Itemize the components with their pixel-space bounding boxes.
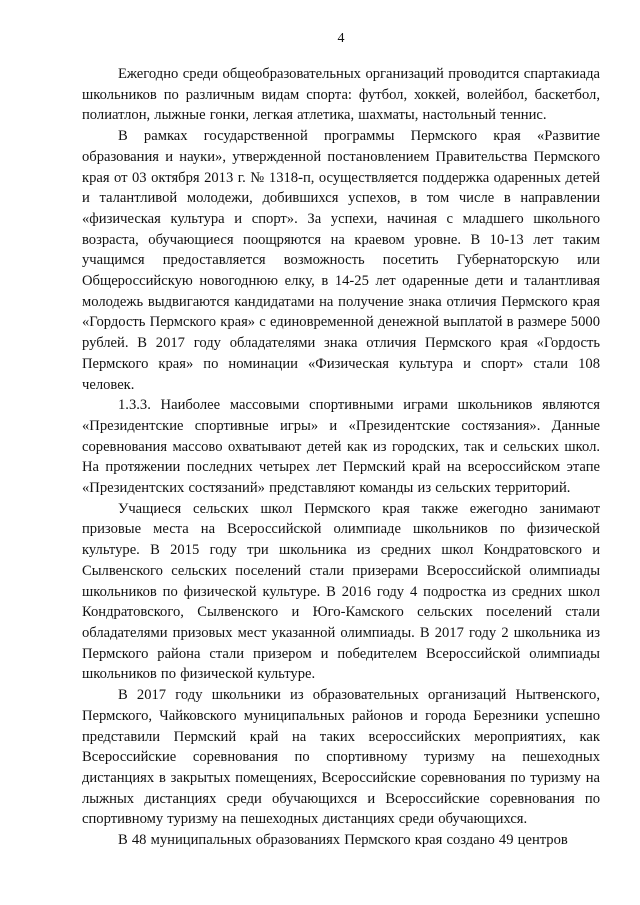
paragraph-state-program: В рамках государственной программы Пермского края «Развитие образования и науки», утвержденной постановлением Правительства Пермского края от 03 октября 2013 г. № 1318-п, осуществляется поддержка одаренных детей и талантливой молодежи, добившихся успехов, в том числе в направлении «физическая культура и спорт». За успехи, начиная с младшего школьного возраста, обучающиеся поощряются на краевом уровне. В 10-13 лет таким учащимся предоставляется возможность посетить Губернаторскую или Общероссийскую новогоднюю елку, в 14-25 лет одаренные дети и талантливая молодежь выдвигаются кандидатами на получение знака отличия Пермского края «Гордость Пермского края» с единовременной денежной выплатой в размере 5000 рублей. В 2017 году обладателями знака отличия Пермского края «Гордость Пермского края» по номинации «Физическая культура и спорт» стали 108 человек. (82, 128, 600, 393)
paragraph-tourism: В 2017 году школьники из образовательных организаций Нытвенского, Пермского, Чайковского муниципальных районов и города Березники успешно представили Пермский край на таких всероссийских мероприятиях, как Всероссийские соревнования по спортивному туризму на пешеходных дистанциях в закрытых помещениях, Всероссийские соревнования по туризму на лыжных дистанциях среди обучающихся и Всероссийские соревнования по спортивному туризму на пешеходных дистанциях среди обучающихся. (82, 687, 600, 828)
paragraph-centers: В 48 муниципальных образованиях Пермского края создано 49 центров (118, 832, 568, 849)
page-number: 4 (337, 31, 345, 46)
paragraph-olympiad: Учащиеся сельских школ Пермского края также ежегодно занимают призовые места на Всероссийской олимпиаде школьников по физической культуре. В 2015 году три школьника из средних школ Кондратовского и Сылвенского сельских поселений стали призерами Всероссийской олимпиады школьников по физической культуре. В 2016 году 4 подростка из средних школ Кондратовского, Сылвенского и Юго-Камского сельских поселений стали обладателями призовых мест указанной олимпиады. В 2017 году 2 школьника из Пермского района стали призером и победителем Всероссийской олимпиады школьников по физической культуре. (82, 500, 600, 683)
paragraph-presidential-games: 1.3.3. Наиболее массовыми спортивными играми школьников являются «Президентские спортивные игры» и «Президентские состязания». Данные соревнования массово охватывают детей как из городских, так и сельских школ. На протяжении последних четырех лет Пермский край на всероссийском этапе «Президентских состязаний» представляют команды из сельских территорий. (82, 397, 600, 497)
paragraph-spartakiada: Ежегодно среди общеобразовательных организаций проводится спартакиада школьников по различным видам спорта: футбол, хоккей, волейбол, баскетбол, полиатлон, лыжные гонки, легкая атлетика, шахматы, настольный теннис. (82, 66, 600, 124)
document-page (82, 30, 600, 851)
